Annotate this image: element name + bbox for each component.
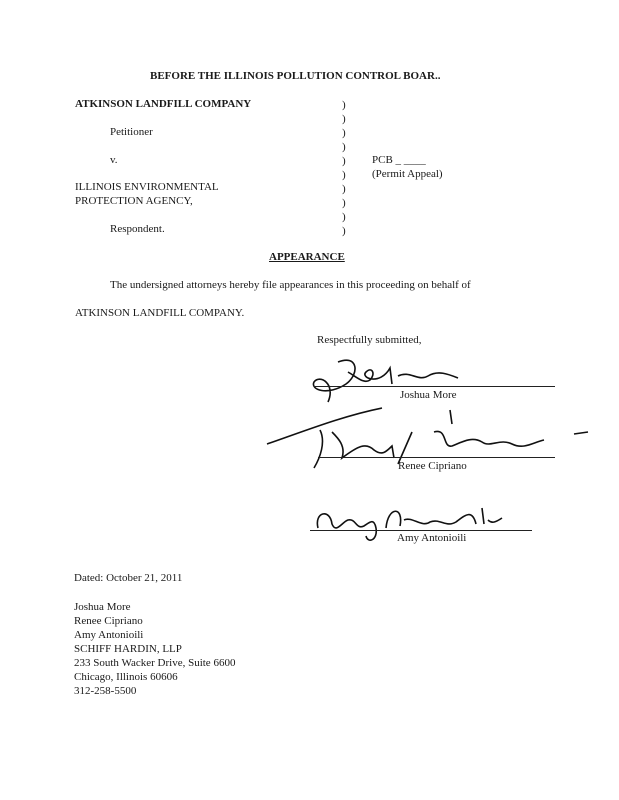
signatory-name: Amy Antonioili bbox=[397, 532, 467, 544]
case-type: (Permit Appeal) bbox=[372, 168, 443, 180]
address-line: 312-258-5500 bbox=[74, 685, 137, 697]
petitioner-name: ATKINSON LANDFILL COMPANY bbox=[75, 98, 252, 110]
versus-label: v. bbox=[110, 154, 118, 166]
caption-paren: ) bbox=[342, 225, 346, 237]
client-name: ATKINSON LANDFILL COMPANY. bbox=[75, 307, 245, 319]
petitioner-role: Petitioner bbox=[110, 126, 153, 138]
caption-paren: ) bbox=[342, 183, 346, 195]
address-line: 233 South Wacker Drive, Suite 6600 bbox=[74, 657, 236, 669]
address-line: Chicago, Illinois 60606 bbox=[74, 671, 178, 683]
appearance-heading: APPEARANCE bbox=[269, 251, 345, 263]
respondent-role: Respondent. bbox=[110, 223, 165, 235]
respondent-name-line1: ILLINOIS ENVIRONMENTAL bbox=[75, 181, 219, 193]
appearance-paragraph: The undersigned attorneys hereby file appearances in this proceeding on behalf of bbox=[110, 279, 471, 291]
case-number: PCB _ ____ bbox=[372, 154, 426, 166]
caption-paren: ) bbox=[342, 155, 346, 167]
address-line: Renee Cipriano bbox=[74, 615, 143, 627]
caption-paren: ) bbox=[342, 169, 346, 181]
caption-paren: ) bbox=[342, 141, 346, 153]
counsel-address-block bbox=[74, 600, 235, 698]
signatory-name: Joshua More bbox=[400, 389, 457, 401]
caption-paren: ) bbox=[342, 99, 346, 111]
caption-paren: ) bbox=[342, 197, 346, 209]
address-line: SCHIFF HARDIN, LLP bbox=[74, 643, 182, 655]
page-title: BEFORE THE ILLINOIS POLLUTION CONTROL BOAR.. bbox=[150, 70, 441, 82]
caption-paren: ) bbox=[342, 211, 346, 223]
address-line: Joshua More bbox=[74, 601, 131, 613]
dated-line: Dated: October 21, 2011 bbox=[74, 572, 183, 584]
respondent-name-line2: PROTECTION AGENCY, bbox=[75, 195, 193, 207]
caption-paren: ) bbox=[342, 127, 346, 139]
signatory-name: Renee Cipriano bbox=[398, 460, 467, 472]
signature-line bbox=[314, 386, 555, 387]
closing-text: Respectfully submitted, bbox=[317, 334, 422, 346]
signature-line bbox=[318, 457, 555, 458]
caption-paren: ) bbox=[342, 113, 346, 125]
address-line: Amy Antonioili bbox=[74, 629, 144, 641]
caption-paren-column bbox=[342, 98, 352, 238]
signature-line bbox=[310, 530, 532, 531]
